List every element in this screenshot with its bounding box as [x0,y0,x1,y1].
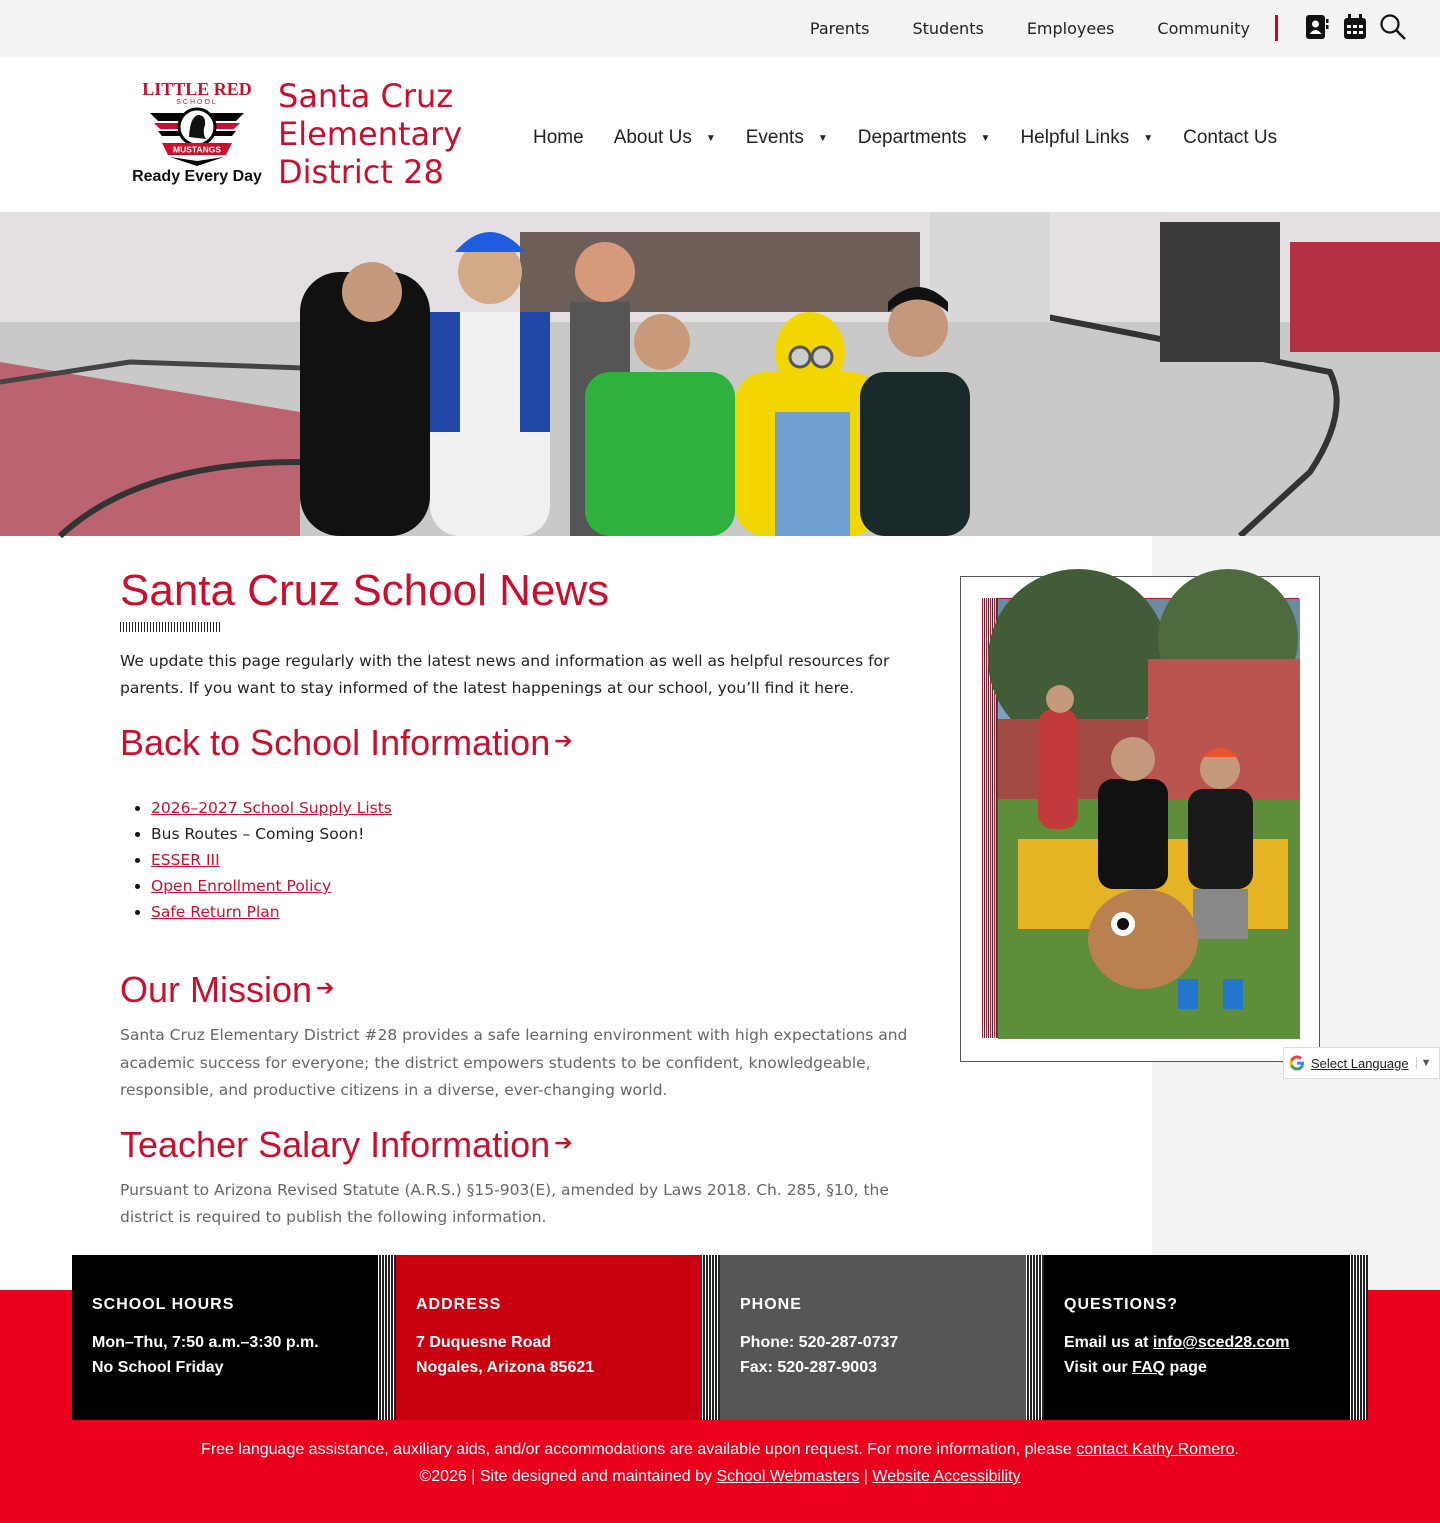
link-parents[interactable]: Parents [809,19,870,38]
search-icon[interactable] [1380,12,1406,42]
caret-down-icon: ▼ [980,132,991,144]
column-stripes [1350,1255,1368,1420]
faq-suffix: page [1165,1359,1207,1376]
esser-link[interactable]: ESSER III [151,851,220,869]
language-assistance-notice [0,1436,1440,1463]
calendar-icon[interactable] [1342,12,1368,42]
copyright-text: ©2026 | Site designed and maintained by [419,1468,717,1485]
phone-heading: PHONE [740,1296,802,1313]
salary-heading[interactable] [120,1121,910,1167]
back-to-school-heading[interactable] [120,719,910,765]
copyright-line [0,1463,1440,1490]
column-stripes [702,1255,720,1420]
faq-line [1064,1355,1348,1380]
link-students[interactable]: Students [912,19,984,38]
faq-prefix: Visit our [1064,1359,1133,1376]
dropdown-arrow-icon: ▼ [1416,1057,1432,1069]
caret-down-icon: ▼ [1143,132,1154,144]
contact-kathy-link[interactable]: contact Kathy Romero [1076,1441,1235,1458]
nav-about-label: About Us [613,127,692,148]
intro-paragraph: We update this page regularly with the latest news and information as well as helpful resources for parents. If you want to stay informed of the latest happenings at our school, you’ll find it here. [120,652,890,697]
nav-departments-label: Departments [857,127,967,148]
back-to-school-title: Back to School Information [120,722,551,763]
email-line [1064,1330,1348,1355]
questions-heading: QUESTIONS? [1064,1296,1179,1313]
school-hours-heading: SCHOOL HOURS [92,1296,235,1313]
google-g-icon [1288,1054,1306,1072]
svg-text:Ready Every Day: Ready Every Day [132,168,262,185]
school-hours-line2: No School Friday [92,1359,224,1376]
website-accessibility-link[interactable]: Website Accessibility [872,1468,1021,1485]
address-heading: ADDRESS [416,1296,502,1313]
utility-bar [0,0,1440,57]
district-name-line2: Elementary [278,115,463,153]
arrow-right-icon: ➔ [316,975,335,1000]
open-enrollment-link[interactable]: Open Enrollment Policy [151,877,332,895]
school-hours-line1: Mon–Thu, 7:50 a.m.–3:30 p.m. [92,1334,319,1351]
district-name-line1: Santa Cruz [278,77,454,115]
main-nav [533,127,1277,149]
mission-title: Our Mission [120,969,313,1010]
audience-links [810,0,1250,57]
nav-events[interactable] [746,127,828,149]
back-to-school-list [151,795,910,925]
list-item [151,821,910,847]
link-community[interactable]: Community [1157,19,1250,38]
svg-text:SCHOOL: SCHOOL [176,99,218,106]
safe-return-link[interactable]: Safe Return Plan [151,903,280,921]
faq-link[interactable]: FAQ [1132,1359,1166,1376]
fax-number: Fax: 520-287-9003 [740,1359,877,1376]
main-content [120,565,910,1232]
column-stripes [1026,1255,1044,1420]
district-name[interactable] [278,77,478,191]
list-item [151,899,910,925]
svg-text:LITTLE RED: LITTLE RED [142,79,252,99]
nav-home-label: Home [533,127,584,148]
nav-home[interactable] [533,127,584,149]
address-line1: 7 Duquesne Road [416,1334,552,1351]
featured-photo-frame [960,576,1320,1062]
address-column [396,1255,720,1420]
link-employees[interactable]: Employees [1026,19,1115,38]
notice-period: . [1234,1441,1239,1458]
mission-heading[interactable] [120,966,910,1012]
school-logo[interactable] [132,77,262,189]
nav-helpful-label: Helpful Links [1020,127,1130,148]
hero-photo [0,212,1440,536]
list-item [151,795,910,821]
phone-column [720,1255,1044,1420]
salary-text: Pursuant to Arizona Revised Statute (A.R.S.) §15-903(E), amended by Laws 2018. Ch. 285, §10, the district is required to publish the following information. [120,1180,889,1226]
email-link[interactable]: info@sced28.com [1152,1334,1290,1351]
contact-book-icon[interactable] [1304,12,1330,42]
supply-lists-link[interactable]: 2026–2027 School Supply Lists [151,799,392,817]
bus-routes-text: Bus Routes – Coming Soon! [151,825,365,843]
arrow-right-icon: ➔ [554,1129,573,1155]
language-selector[interactable] [1283,1047,1440,1079]
caret-down-icon: ▼ [705,132,716,144]
nav-departments[interactable] [858,127,991,149]
site-header [0,57,1440,212]
arrow-right-icon: ➔ [554,728,573,753]
salary-title: Teacher Salary Information [120,1123,551,1165]
school-hours-column [72,1255,396,1420]
email-prefix: Email us at [1064,1334,1153,1351]
page-title: Santa Cruz School News [120,566,610,615]
title-underline [120,622,220,632]
nav-contact[interactable] [1183,127,1277,149]
school-webmasters-link[interactable]: School Webmasters [716,1468,860,1485]
nav-contact-label: Contact Us [1183,127,1278,148]
select-language-label: Select Language [1311,1055,1409,1071]
footer-bottom [0,1436,1440,1490]
questions-column [1044,1255,1368,1420]
featured-photo [997,598,1299,1038]
address-line2: Nogales, Arizona 85621 [416,1359,595,1376]
caret-down-icon: ▼ [817,132,828,144]
nav-events-label: Events [745,127,804,148]
svg-text:MUSTANGS: MUSTANGS [172,144,222,155]
column-stripes [378,1255,396,1420]
nav-helpful-links[interactable] [1020,127,1153,149]
mission-text: Santa Cruz Elementary District #28 provides a safe learning environment with high expectations and academic success for everyone; the district empowers students to be confident, knowledgeable, responsible, and productive citizens in a diverse, ever-changing world. [120,1026,908,1099]
separator: | [859,1468,873,1485]
district-name-line3: District 28 [278,153,444,191]
list-item [151,847,910,873]
utility-divider [1275,15,1278,41]
footer-info-columns [72,1255,1368,1420]
phone-number: Phone: 520-287-0737 [740,1334,899,1351]
utility-icons [1304,12,1406,42]
list-item [151,873,910,899]
notice-text: Free language assistance, auxiliary aids, and/or accommodations are available upon request. For more information, please [201,1441,1077,1458]
nav-about[interactable] [614,127,716,149]
